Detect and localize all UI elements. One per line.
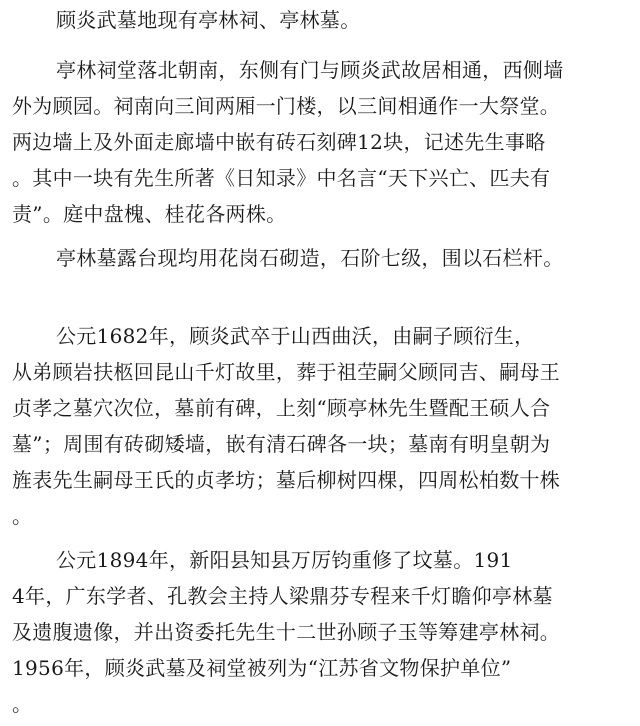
text-line: 从弟顾岩扶柩回昆山千灯故里，葬于祖茔嗣父顾同吉、嗣母王 xyxy=(12,360,561,384)
paragraph-restoration-history xyxy=(12,542,632,722)
paragraph-tinglin-shrine xyxy=(12,52,632,232)
text-line: 。 xyxy=(12,692,33,716)
text-line: 两边墙上及外面走廊墙中嵌有砖石刻碑12块，记述先生事略 xyxy=(12,130,546,154)
paragraph-burial-1682 xyxy=(12,318,632,534)
text-line: 。 xyxy=(12,504,33,528)
text-line: 亭林墓露台现均用花岗石砌造，石阶七级，围以石栏杆。 xyxy=(56,246,564,270)
text-line: 。其中一块有先生所著《日知录》中名言“天下兴亡、匹夫有 xyxy=(12,166,551,190)
text-line: 责”。庭中盘槐、桂花各两株。 xyxy=(12,202,287,226)
text-line: 公元1682年，顾炎武卒于山西曲沃，由嗣子顾衍生， xyxy=(56,324,535,348)
text-line: 贞孝之墓穴次位，墓前有碑，上刻“顾亭林先生暨配王硕人合 xyxy=(12,396,551,420)
paragraph-cemetery-intro xyxy=(12,2,632,38)
paragraph-tinglin-tomb xyxy=(12,240,632,276)
text-line: 4年，广东学者、孔教会主持人梁鼎芬专程来千灯瞻仰亭林墓 xyxy=(12,584,553,608)
text-line: 旌表先生嗣母王氏的贞孝坊；墓后柳树四棵，四周松柏数十株 xyxy=(12,468,561,492)
text-line: 1956年，顾炎武墓及祠堂被列为“江苏省文物保护单位” xyxy=(12,656,512,680)
text-line: 及遗腹遗像，并出资委托先生十二世孙顾子玉等筹建亭林祠。 xyxy=(12,620,561,644)
text-line: 外为顾园。祠南向三间两厢一门楼，以三间相通作一大祭堂。 xyxy=(12,94,561,118)
text-line: 墓”；周围有砖砌矮墙，嵌有清石碑各一块；墓南有明皇朝为 xyxy=(12,432,551,456)
text-line: 顾炎武墓地现有亭林祠、亭林墓。 xyxy=(56,8,361,32)
text-line: 亭林祠堂落北朝南，东侧有门与顾炎武故居相通，西侧墙 xyxy=(56,58,564,82)
text-line: 公元1894年，新阳县知县万厉钧重修了坟墓。191 xyxy=(56,548,513,572)
